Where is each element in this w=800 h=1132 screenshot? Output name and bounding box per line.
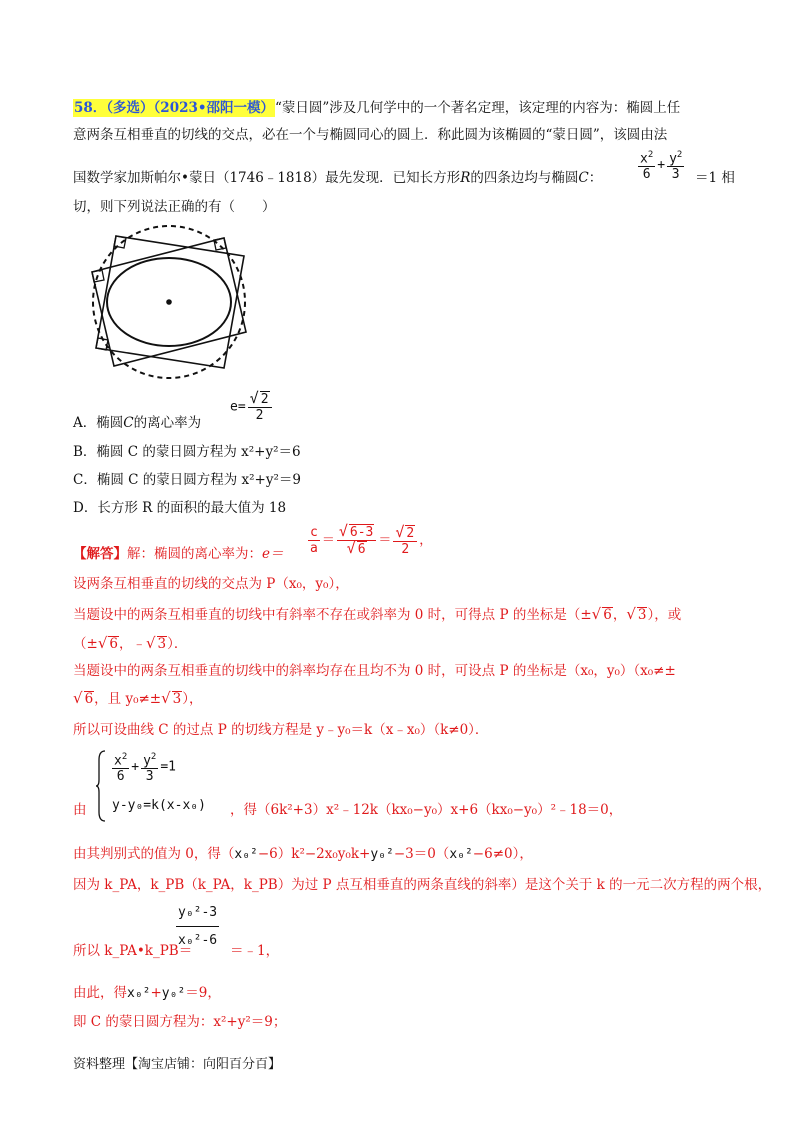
s12-a: 由此，得 [73,985,127,1001]
eq-y: y [669,151,677,167]
sys-6: 6 [116,769,125,785]
sys-eq1: =1 [160,759,176,775]
s3-sqrt6: 6 [603,607,612,623]
option-a-mid: 的离心率为 [133,415,202,431]
question-tags [73,99,275,117]
sqrt-6-3: 6-3 [349,525,374,540]
s3-mid: ， [612,607,627,623]
sys-3: 3 [145,769,154,785]
eq-sign: ＝ [321,533,335,548]
system-row-1 [110,750,176,784]
den-2: 2 [401,541,410,557]
s11-num: y₀²-3 [176,905,219,927]
s12-y0sq: y₀² [161,986,186,1001]
option-a-C: C [123,415,134,431]
eq-den-3: 3 [671,167,680,183]
s3-end: ），或 [647,607,682,623]
monge-circle-figure [84,224,254,394]
option-b: B．椭圆 C 的蒙日圆方程为 x²+y²＝6 [73,444,301,460]
s9-x0sq-2: x₀² [449,847,473,862]
solution-line-9 [73,844,533,865]
option-a-sqrt: 2 [260,392,269,407]
comma: ， [419,533,433,548]
eccentricity-formula: $\frac{c}{a}$ ＝ $\frac{√ 6-3}{√ 6}$ ＝ $\frac{√ 2}{2}$ ， [310,522,433,557]
s9-a: 由其判别式的值为 0，得（ [73,846,235,862]
option-a-e: e= [230,399,246,415]
system-row-2: y-y₀=k(x-x₀) [112,798,206,813]
solution-s1: 解：椭圆的离心率为： [127,546,262,562]
solution-line-12 [73,983,221,1004]
eq-x: x [640,151,648,167]
eq-x-exp: 2 [647,150,654,160]
question-text-3a: 国数学家加斯帕尔•蒙日（1746﹣1818）最先发现．已知长方形 [73,170,461,186]
sqrt-2: 2 [406,525,415,541]
s4-a: （± [73,636,98,652]
solution-line-10: 因为 k_PA，k_PB（k_PA，k_PB）为过 P 点互相垂直的两条直线的斜率）是这个关于 k 的一元二次方程的两个根， [73,877,772,893]
solution-line-4: （±√ 6，﹣√ 3）． [73,634,188,652]
question-source-tag: （2023•邵阳一模） [153,100,274,116]
s12-end: ＝9， [185,985,221,1001]
question-line-1 [73,98,680,118]
solution-label: 【解答】 [73,546,127,562]
solution-line-6: √ 6，且 y₀≠±√ 3）， [73,689,203,707]
sys-y-exp: 2 [150,752,157,762]
question-colon: ： [588,170,603,186]
sqrt-6: 6 [357,542,366,557]
question-number: 58． [74,100,107,116]
s4-sqrt6: 6 [109,636,118,652]
s11-end: ＝﹣1， [230,943,280,959]
eq-sign-2: ＝ [378,533,392,548]
question-text-3b: 的四条边均与椭圆 [470,170,579,186]
slope-product-fraction [174,905,221,948]
s12-x0sq: x₀² [127,986,151,1001]
frac-a: a [310,541,318,556]
brace-icon [96,750,106,822]
ellipse-equation [636,148,686,182]
s11-den: x₀²-6 [178,933,218,948]
s3-sqrt3: 3 [637,607,647,623]
rect-R: R [460,170,471,186]
s6-sqrt6: 6 [84,691,94,707]
solution-line-5: 当题设中的两条互相垂直的切线中的斜率均存在且均不为 0 时，可设点 P 的坐标是（x₀，y₀）（x₀≠± [73,663,676,679]
sys-plus: + [131,759,140,775]
footer-note: 资料整理【淘宝店铺：向阳百分百】 [73,1057,282,1072]
s12-plus: + [150,985,162,1001]
sys-x: x [114,753,122,769]
center-point [166,299,172,305]
option-a-text: A．椭圆 [73,415,124,431]
s9-x0sq: x₀² [234,847,258,862]
solution-line-1 [73,544,284,564]
solution-line-13: 即 C 的蒙日圆方程为：x²+y²＝9； [73,1014,287,1030]
right-angle-mark [114,236,126,248]
solution-line-8-pre: 由 [73,802,87,818]
s6-sqrt3: 3 [172,691,182,707]
eq-plus: + [657,157,666,173]
s6-end: ）， [182,691,203,707]
s3-a: 当题设中的两条互相垂直的切线中有斜率不存在或斜率为 0 时，可得点 P 的坐标是（± [73,607,592,623]
eq-tail: ＝1 相 [695,170,735,186]
solution-line-2: 设两条互相垂直的切线的交点为 P（x₀，y₀）， [73,576,349,592]
solution-line-7: 所以可设曲线 C 的过点 P 的切线方程是 y﹣y₀＝k（x﹣x₀）（k≠0）． [73,722,489,738]
eq-den-6: 6 [642,167,651,183]
s9-c: −3＝0（ [393,846,450,862]
eq-y-exp: 2 [676,150,683,160]
ellipse-C: C [578,170,589,186]
s9-y0sq: y₀² [370,847,394,862]
question-type-tag: （多选） [106,100,154,116]
s6-mid: ，且 y₀≠± [94,691,162,707]
solution-line-3: 当题设中的两条互相垂直的切线中有斜率不存在或斜率为 0 时，可得点 P 的坐标是（±√ 6，√ 3），或 [73,605,682,623]
question-line-3 [73,168,602,188]
s9-b: −6）k²−2x₀y₀k+ [257,846,371,862]
s9-d: −6≠0）， [472,846,533,862]
s4-sqrt3: 3 [157,636,167,652]
s4-mid: ，﹣ [118,636,146,652]
s4-end: ）． [167,636,188,652]
solution-line-8: ，得（6k²+3）x²﹣12k（kx₀−y₀）x+6（kx₀−y₀）²﹣18＝0， [230,802,623,818]
question-line-2: 意两条互相垂直的切线的交点，必在一个与椭圆同心的圆上．称此圆为该椭圆的“蒙日圆”，该圆由法 [73,127,668,143]
sys-y: y [143,753,151,769]
option-c: C．椭圆 C 的蒙日圆方程为 x²+y²＝9 [73,472,301,488]
option-a-formula: e= $\frac{√ 2}{2}$ [230,391,274,423]
option-d: D．长方形 R 的面积的最大值为 18 [73,500,287,516]
option-a-den: 2 [255,408,264,423]
question-line-4: 切，则下列说法正确的有（ ） [73,199,276,215]
sys-x-exp: 2 [121,752,128,762]
question-text-1: “蒙日圆”涉及几何学中的一个著名定理，该定理的内容为：椭圆上任 [275,100,681,116]
option-a [73,413,201,433]
solution-e: e＝ [262,546,284,562]
frac-c: c [310,525,318,540]
s11-a: 所以 k_PA•k_PB＝ [73,943,193,959]
